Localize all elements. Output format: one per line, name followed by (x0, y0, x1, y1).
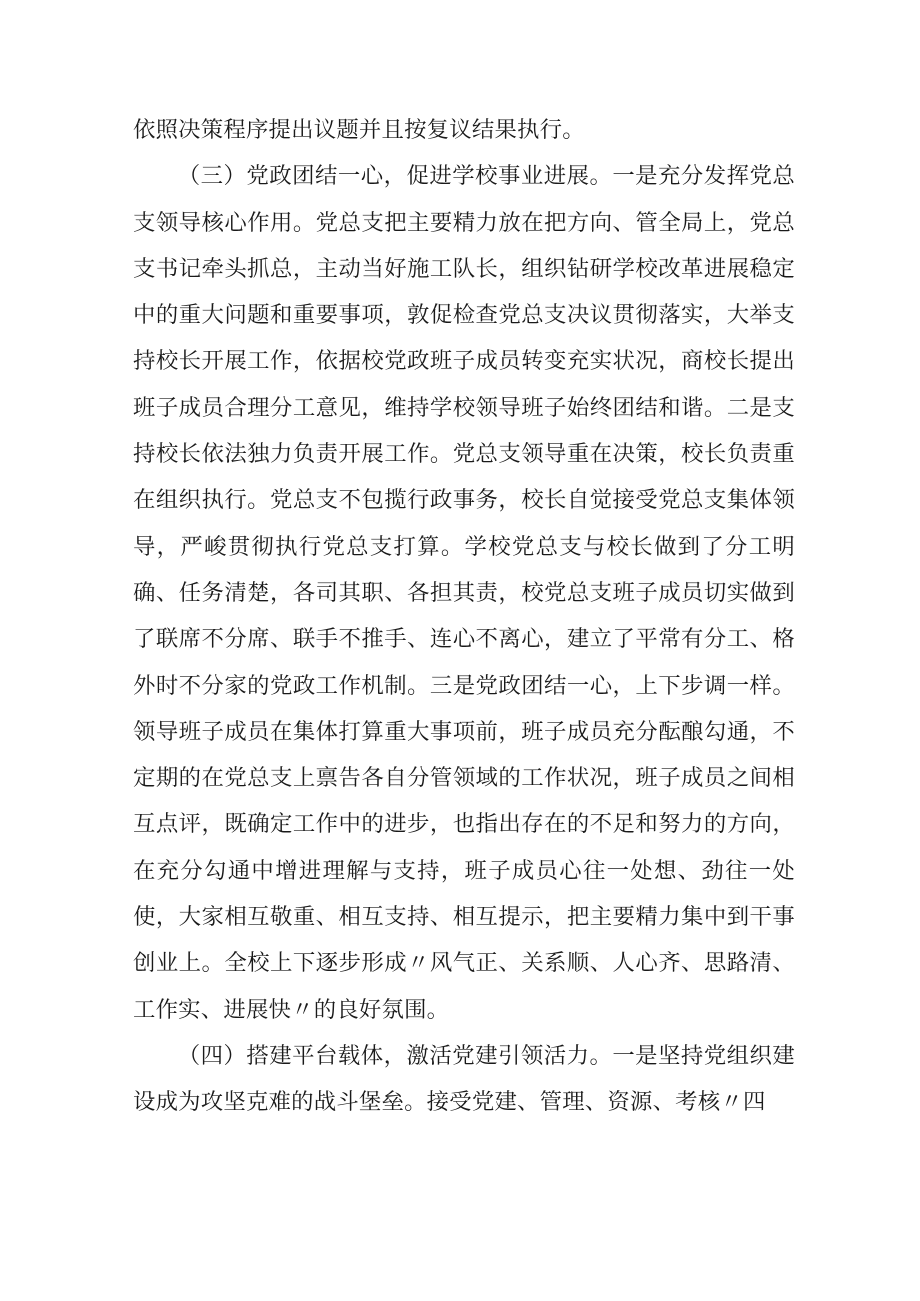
paragraph-section-four: （四）搭建平台载体，激活党建引领活力。一是坚持党组织建设成为攻坚克难的战斗堡垒。接受党建、管理、资源、考核〃四 (133, 1042, 795, 1116)
paragraph-continuation: 依照决策程序提出议题并且按复议结果执行。 (133, 117, 585, 143)
document-body (133, 107, 795, 1126)
paragraph-section-three: （三）党政团结一心，促进学校事业进展。一是充分发挥党总支领导核心作用。党总支把主要精力放在把方向、管全局上，党总支书记牵头抓总，主动当好施工队长，组织钻研学校改革进展稳定中的重大问题和重要事项，敦促检查党总支决议贯彻落实，大举支持校长开展工作，依据校党政班子成员转变充实状况，商校长提出班子成员合理分工意见，维持学校领导班子始终团结和谐。二是支持校长依法独力负责开展工作。党总支领导重在决策，校长负责重在组织执行。党总支不包揽行政事务，校长自觉接受党总支集体领导，严峻贯彻执行党总支打算。学校党总支与校长做到了分工明确、任务清楚，各司其职、各担其责，校党总支班子成员切实做到了联席不分席、联手不推手、连心不离心，建立了平常有分工、格外时不分家的党政工作机制。三是党政团结一心，上下步调一样。领导班子成员在集体打算重大事项前，班子成员充分酝酿勾通，不定期的在党总支上禀告各自分管领域的工作状况，班子成员之间相互点评，既确定工作中的进步，也指出存在的不足和努力的方向，在充分勾通中增进理解与支持，班子成员心往一处想、劲往一处使，大家相互敬重、相互支持、相互提示，把主要精力集中到干事创业上。全校上下逐步形成〃风气正、关系顺、人心齐、思路清、工作实、进展快〃的良好氛围。 (133, 163, 795, 1023)
